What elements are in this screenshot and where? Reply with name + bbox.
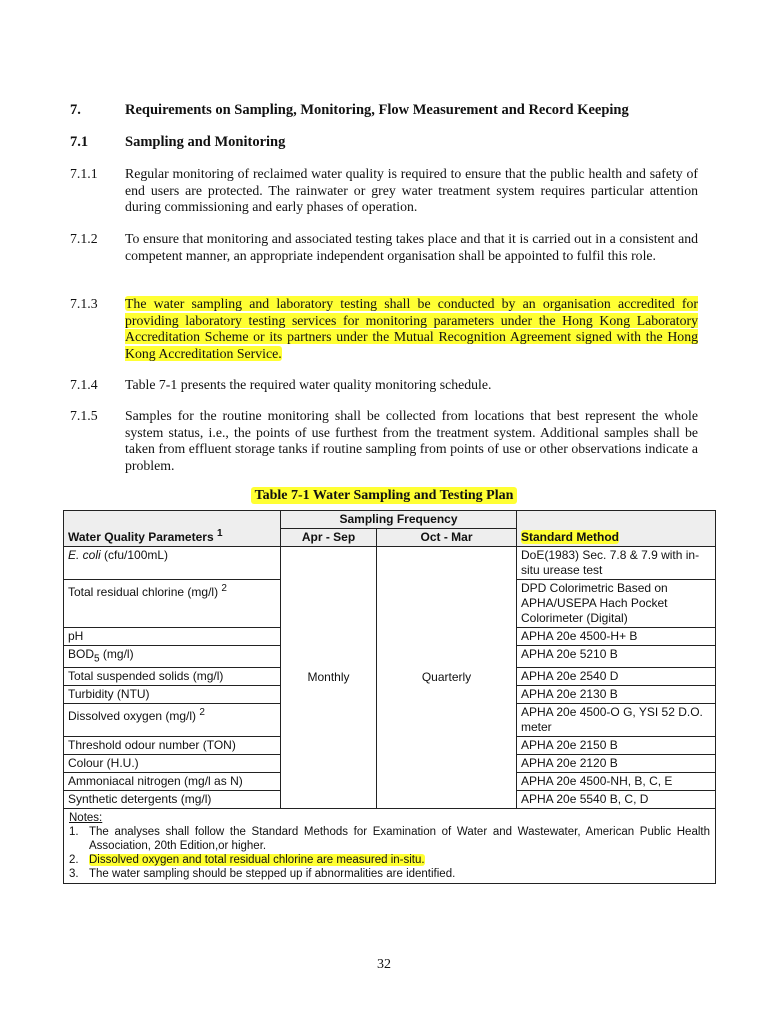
parameter-cell: Synthetic detergents (mg/l) (64, 791, 281, 809)
parameter-cell: Turbidity (NTU) (64, 686, 281, 704)
parameter-cell: Total residual chlorine (mg/l) $^2$ (64, 580, 281, 628)
table-caption-text: Table 7-1 Water Sampling and Testing Plan (251, 487, 518, 504)
highlighted-paragraph-text: The water sampling and laboratory testing shall be conducted by an organisation accredited for providing laboratory testing services for monitoring parameters under the Hong Kong Laboratory Accreditation Scheme or its partners under the Mutual Recognition Agreement signed with the Hong Kong Accreditation Service. (125, 296, 698, 361)
frequency-oct-mar: Quarterly (377, 547, 517, 809)
subsection-number: 7.1 (70, 134, 89, 150)
page-number: 32 (377, 957, 391, 972)
header-standard-method: Standard Method (517, 511, 716, 547)
parameter-cell: Ammoniacal nitrogen (mg/l as N) (64, 773, 281, 791)
method-cell: APHA 20e 4500-H+ B (517, 628, 716, 646)
table-caption (0, 488, 768, 504)
parameter-cell: E. coli (cfu/100mL) (64, 547, 281, 580)
method-cell: APHA 20e 4500-O G, YSI 52 D.O. meter (517, 704, 716, 737)
method-cell: DoE(1983) Sec. 7.8 & 7.9 with in-situ urease test (517, 547, 716, 580)
subsection-title: Sampling and Monitoring (125, 134, 286, 150)
table-notes (64, 809, 716, 884)
header-sampling-frequency: Sampling Frequency (281, 511, 517, 529)
parameter-cell: pH (64, 628, 281, 646)
sampling-plan-table (63, 510, 716, 884)
method-cell: APHA 20e 2150 B (517, 737, 716, 755)
footnote-ref: 1 (216, 528, 223, 539)
paragraph-number: 7.1.5 (70, 408, 98, 423)
parameter-cell: Total suspended solids (mg/l) (64, 668, 281, 686)
method-cell: DPD Colorimetric Based on APHA/USEPA Hach Pocket Colorimeter (Digital) (517, 580, 716, 628)
parameter-cell: Colour (H.U.) (64, 755, 281, 773)
paragraph-number: 7.1.1 (70, 166, 98, 181)
parameter-cell: Threshold odour number (TON) (64, 737, 281, 755)
method-cell: APHA 20e 5210 B (517, 646, 716, 668)
note-item: 2. Dissolved oxygen and total residual chlorine are measured in-situ. (69, 854, 425, 867)
notes-row (64, 809, 716, 884)
paragraph-text: Regular monitoring of reclaimed water quality is required to ensure that the public health and safety of end users are protected. The rainwater or grey water treatment system requires particular attention during commissioning and early phases of operation. (125, 166, 698, 214)
frequency-apr-sep: Monthly (281, 547, 377, 809)
method-cell: APHA 20e 2120 B (517, 755, 716, 773)
paragraph-7-1-5 (70, 408, 698, 474)
header-oct-mar: Oct - Mar (377, 529, 517, 547)
paragraph-text: To ensure that monitoring and associated testing takes place and that it is carried out in a consistent and competent manner, an appropriate independent organisation shall be appointed to fulfil this role. (125, 231, 698, 263)
parameter-cell: Dissolved oxygen (mg/l) $^2$ (64, 704, 281, 737)
paragraph-text: Samples for the routine monitoring shall be collected from locations that best represent the whole system status, i.e., the points of use furthest from the treatment system. Additional samples shall be taken from effluent storage tanks if routine sampling from points of use or other observations indicate a problem. (125, 408, 698, 473)
parameter-cell: $BOD_5$ (mg/l) (64, 646, 281, 668)
paragraph-number: 7.1.4 (70, 377, 98, 392)
section-title: Requirements on Sampling, Monitoring, Flow Measurement and Record Keeping (125, 102, 629, 118)
paragraph-7-1-2 (70, 231, 698, 264)
paragraph-7-1-4 (70, 377, 698, 394)
header-apr-sep: Apr - Sep (281, 529, 377, 547)
note-item: 1. The analyses shall follow the Standard Methods for Examination of Water and Wastewater, American Public Health Association, 20th Edition,or higher. (69, 826, 710, 853)
paragraph-text: Table 7-1 presents the required water quality monitoring schedule. (125, 377, 492, 392)
paragraph-7-1-3 (70, 296, 698, 362)
paragraph-7-1-1 (70, 166, 698, 216)
method-cell: APHA 20e 4500-NH, B, C, E (517, 773, 716, 791)
notes-title: Notes: (69, 812, 103, 825)
method-cell: APHA 20e 2130 B (517, 686, 716, 704)
table-row (64, 547, 716, 580)
section-number: 7. (70, 102, 81, 118)
note-item: 3. The water sampling should be stepped up if abnormalities are identified. (69, 868, 456, 881)
paragraph-number: 7.1.3 (70, 296, 98, 311)
method-cell: APHA 20e 2540 D (517, 668, 716, 686)
method-cell: APHA 20e 5540 B, C, D (517, 791, 716, 809)
paragraph-number: 7.1.2 (70, 231, 98, 246)
header-parameters: Water Quality Parameters $^1$ (64, 511, 281, 547)
